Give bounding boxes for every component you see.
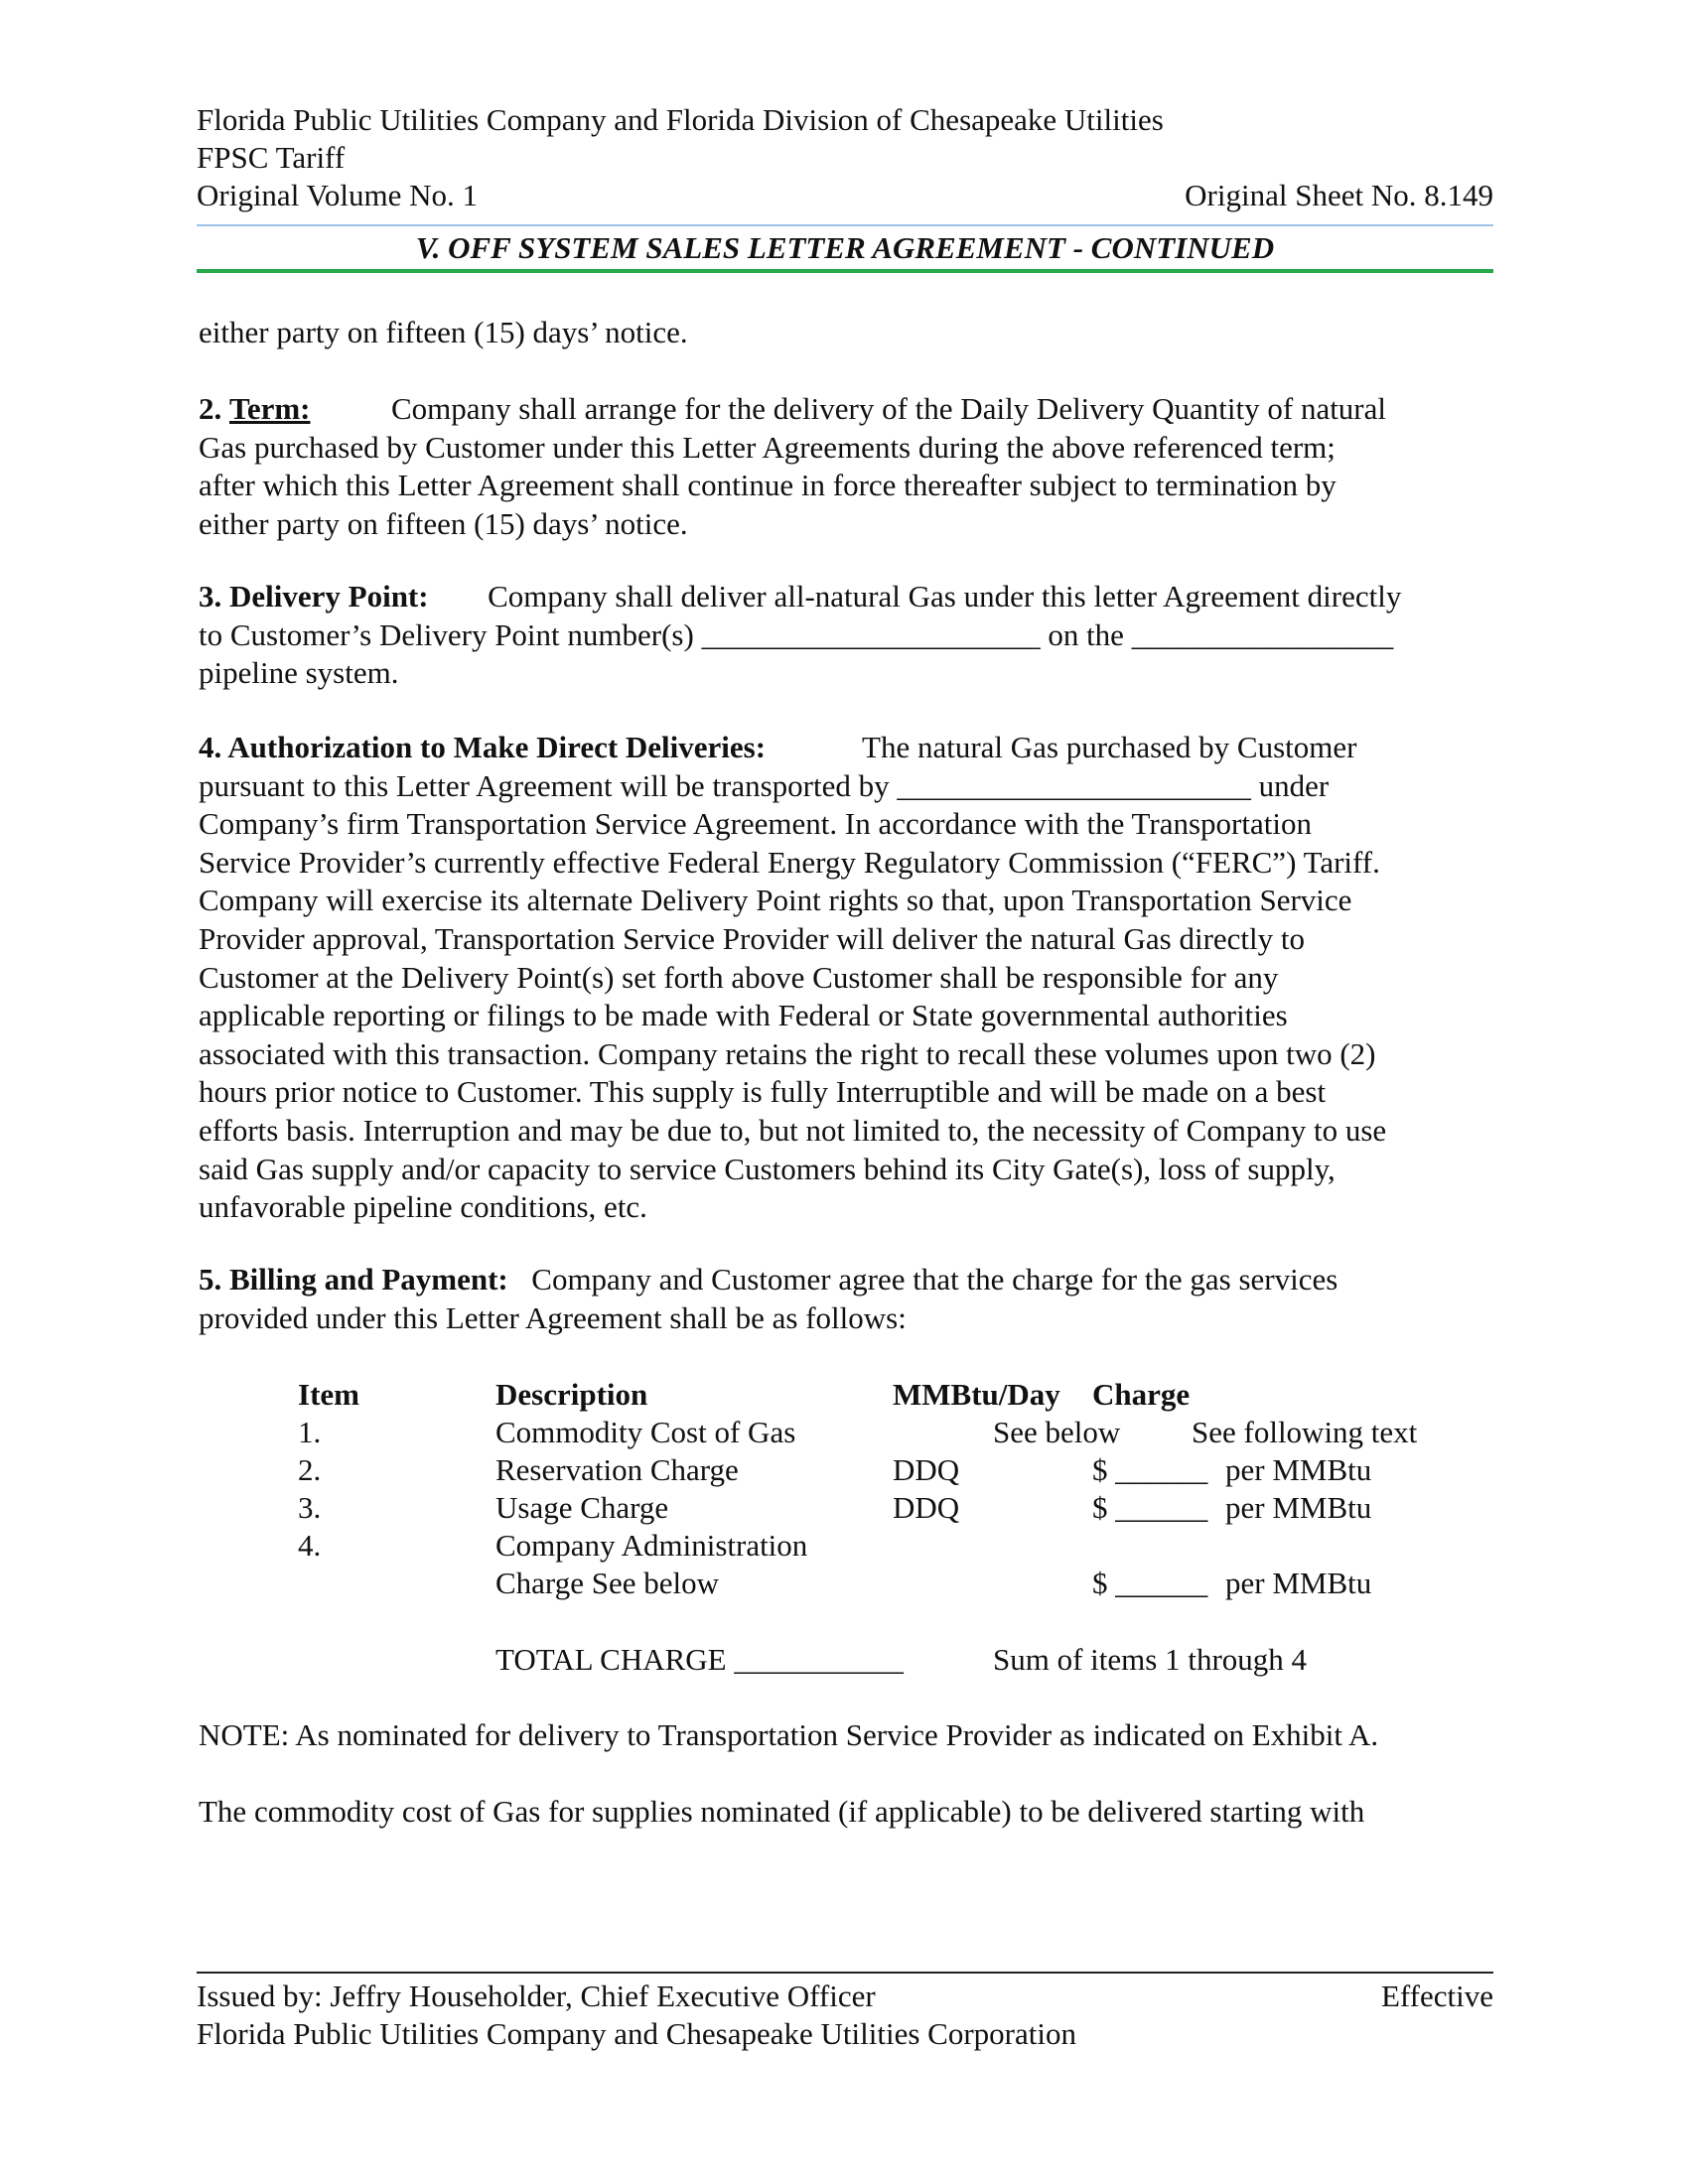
authorization-line-2: pursuant to this Letter Agreement will be transported by _______________________ under <box>199 767 1330 803</box>
header-divider-green <box>197 269 1493 273</box>
authorization-line-5: Company will exercise its alternate Delivery Point rights so that, upon Transportation Service <box>199 883 1352 918</box>
authorization-line-11: efforts basis. Interruption and may be due to, but not limited to, the necessity of Company to use <box>199 1112 1387 1148</box>
header-tariff: FPSC Tariff <box>197 140 346 175</box>
table-row-2-mid: $ ______ <box>1092 1452 1208 1487</box>
authorization-paragraph <box>199 729 1499 1227</box>
table-header-charge: Charge <box>1092 1377 1191 1412</box>
authorization-line-9: associated with this transaction. Company retains the right to recall these volumes upon two (2) <box>199 1035 1376 1071</box>
table-row-3-charge: per MMBtu <box>1225 1490 1372 1525</box>
table-row-2-charge: per MMBtu <box>1225 1452 1372 1487</box>
table-row-3-mmbtu: DDQ <box>893 1490 960 1525</box>
table-row-3-mid: $ ______ <box>1092 1490 1208 1525</box>
authorization-line-7: Customer at the Delivery Point(s) set forth above Customer shall be responsible for any <box>199 959 1279 995</box>
note-paragraph <box>199 1716 1499 1755</box>
table-row-2-item: 2. <box>298 1452 322 1487</box>
table-row-1-item: 1. <box>298 1415 322 1449</box>
header-sheet-number: Original Sheet No. 8.149 <box>1185 178 1493 212</box>
footer-issued-by: Issued by: Jeffry Householder, Chief Executive Officer <box>197 1979 876 2013</box>
delivery-point-heading: 3. Delivery Point: <box>199 579 429 614</box>
footer-divider <box>197 1972 1493 1974</box>
billing-paragraph <box>199 1261 1499 1337</box>
term-heading: Term: <box>229 391 311 426</box>
term-line-4: either party on fifteen (15) days’ notice. <box>199 505 688 541</box>
billing-heading: 5. Billing and Payment: <box>199 1262 508 1297</box>
note-text: NOTE: As nominated for delivery to Transportation Service Provider as indicated on Exhibit A. <box>199 1717 1379 1752</box>
billing-line-1: Company and Customer agree that the charge for the gas services <box>531 1262 1338 1297</box>
term-line-3: after which this Letter Agreement shall continue in force thereafter subject to termination by <box>199 468 1336 503</box>
authorization-line-1: The natural Gas purchased by Customer <box>862 730 1357 764</box>
delivery-point-line-3: pipeline system. <box>199 655 399 691</box>
table-header-item: Item <box>298 1377 359 1412</box>
table-row-4-item: 4. <box>298 1528 322 1563</box>
table-row-5-charge: per MMBtu <box>1225 1566 1372 1600</box>
authorization-heading: 4. Authorization to Make Direct Deliveries: <box>199 730 767 764</box>
authorization-line-3: Company’s firm Transportation Service Agreement. In accordance with the Transportation <box>199 806 1312 842</box>
header-divider-blue <box>197 224 1493 226</box>
intro-paragraph <box>199 314 1499 352</box>
intro-text: either party on fifteen (15) days’ notice. <box>199 315 688 349</box>
table-header-description: Description <box>495 1377 648 1412</box>
billing-line-2: provided under this Letter Agreement shall be as follows: <box>199 1299 907 1335</box>
table-row-3-description: Usage Charge <box>495 1490 669 1525</box>
term-paragraph <box>199 390 1499 543</box>
authorization-line-13: unfavorable pipeline conditions, etc. <box>199 1189 647 1225</box>
table-row-4-description: Company Administration <box>495 1528 808 1563</box>
table-row-1-mid: See below <box>993 1415 1121 1449</box>
footer-effective: Effective <box>1380 1979 1493 2013</box>
header-volume: Original Volume No. 1 <box>197 178 479 212</box>
section-title: V. OFF SYSTEM SALES LETTER AGREEMENT - CONTINUED <box>415 230 1275 265</box>
table-row-2-mmbtu: DDQ <box>893 1452 960 1487</box>
authorization-line-12: said Gas supply and/or capacity to service Customers behind its City Gate(s), loss of supply, <box>199 1151 1336 1186</box>
table-row-1-description: Commodity Cost of Gas <box>495 1415 796 1449</box>
table-header-mmbtu: MMBtu/Day <box>893 1377 1060 1412</box>
commodity-text: The commodity cost of Gas for supplies nominated (if applicable) to be delivered starting with <box>199 1794 1365 1829</box>
table-row-5-description: Charge See below <box>495 1566 719 1600</box>
commodity-paragraph <box>199 1793 1499 1832</box>
table-row-5-mid: $ ______ <box>1092 1566 1208 1600</box>
footer-company: Florida Public Utilities Company and Chesapeake Utilities Corporation <box>197 2016 1076 2051</box>
table-row-1-charge: See following text <box>1192 1415 1418 1449</box>
authorization-line-6: Provider approval, Transportation Service Provider will deliver the natural Gas directly to <box>199 920 1306 956</box>
delivery-point-paragraph <box>199 578 1499 693</box>
table-row-3-item: 3. <box>298 1490 322 1525</box>
authorization-line-8: applicable reporting or filings to be made with Federal or State governmental authorities <box>199 998 1288 1033</box>
term-line-2: Gas purchased by Customer under this Letter Agreements during the above referenced term; <box>199 429 1336 465</box>
authorization-line-4: Service Provider’s currently effective Federal Energy Regulatory Commission (“FERC”) Tariff. <box>199 844 1380 880</box>
table-total-label: TOTAL CHARGE ___________ <box>495 1642 904 1677</box>
term-line-1: Company shall arrange for the delivery of the Daily Delivery Quantity of natural <box>391 391 1387 426</box>
authorization-line-10: hours prior notice to Customer. This supply is fully Interruptible and will be made on a best <box>199 1074 1327 1110</box>
delivery-point-line-1: Company shall deliver all-natural Gas under this letter Agreement directly <box>488 579 1402 614</box>
header-company-line: Florida Public Utilities Company and Florida Division of Chesapeake Utilities <box>197 102 1164 137</box>
table-row-2-description: Reservation Charge <box>495 1452 739 1487</box>
table-total-note: Sum of items 1 through 4 <box>993 1642 1308 1677</box>
delivery-point-line-2: to Customer’s Delivery Point number(s) ______________________ on the _________________ <box>199 616 1394 652</box>
term-number: 2. <box>199 391 222 426</box>
